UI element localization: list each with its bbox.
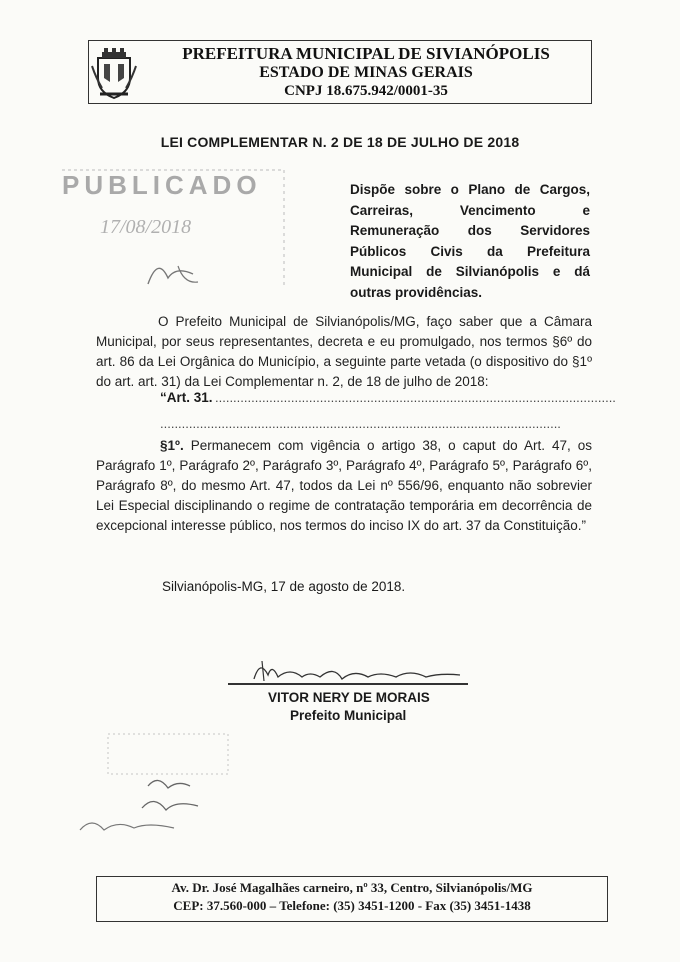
paragraph-one — [96, 436, 592, 536]
published-stamp-label: PUBLICADO — [62, 170, 262, 200]
signer-name: VITOR NERY DE MORAIS — [268, 690, 430, 705]
article-dots-continued: ............................................................................................................... — [160, 416, 561, 431]
law-summary: Dispõe sobre o Plano de Cargos, Carreiras, Vencimento e Remuneração dos Servidores Públicos Civis da Prefeitura Municipal de Silvianópolis e dá outras providências. — [350, 182, 590, 300]
footer-contact: CEP: 37.560-000 – Telefone: (35) 3451-1200 - Fax (35) 3451-1438 — [173, 898, 531, 913]
preamble-paragraph: O Prefeito Municipal de Silvianópolis/MG, faço saber que a Câmara Municipal, por seus representantes, decreta e eu promulgado, nos termos §6º do art. 86 da Lei Orgânica do Município, a seguinte parte vetada (o dispositivo do §1º do art. art. 31) da Lei Complementar n. 2, de 18 de julho de 2018: — [96, 314, 592, 389]
letterhead-line-cnpj: CNPJ 18.675.942/0001-35 — [284, 83, 448, 99]
letterhead-line-state: ESTADO DE MINAS GERAIS — [259, 64, 473, 81]
footer-address: Av. Dr. José Magalhães carneiro, nº 33, Centro, Silvianópolis/MG — [171, 880, 533, 895]
municipal-coat-of-arms-icon — [90, 48, 138, 100]
letterhead-line-municipality: PREFEITURA MUNICIPAL DE SIVIANÓPOLIS — [182, 44, 550, 63]
law-title: LEI COMPLEMENTAR N. 2 DE 18 DE JULHO DE 2018 — [160, 134, 520, 150]
signer-role: Prefeito Municipal — [290, 708, 407, 723]
article-label: “Art. 31. — [160, 390, 213, 405]
place-and-date: Silvianópolis-MG, 17 de agosto de 2018. — [162, 579, 406, 594]
receipt-stamp — [78, 730, 248, 840]
signature-line — [228, 683, 468, 685]
handwritten-signature — [250, 655, 470, 692]
paragraph-one-text: Permanecem com vigência o artigo 38, o caput do Art. 47, os Parágrafo 1º, Parágrafo 2º, Parágrafo 3º, Parágrafo 4º, Parágrafo 5º, Parágrafo 6º, Parágrafo 8º, do mesmo Art. 47, todos da Lei nº 556/96, enquanto não sobrevier Lei Especial disciplinando o regime de contratação temporária em decorrência de excepcional interesse público, nos termos do inciso IX do art. 37 da Constituição.” — [96, 438, 592, 533]
published-stamp-date: 17/08/2018 — [100, 216, 192, 238]
article-dots: ............................................................................................................... — [215, 390, 616, 405]
paragraph-one-label: §1º. — [160, 438, 184, 453]
